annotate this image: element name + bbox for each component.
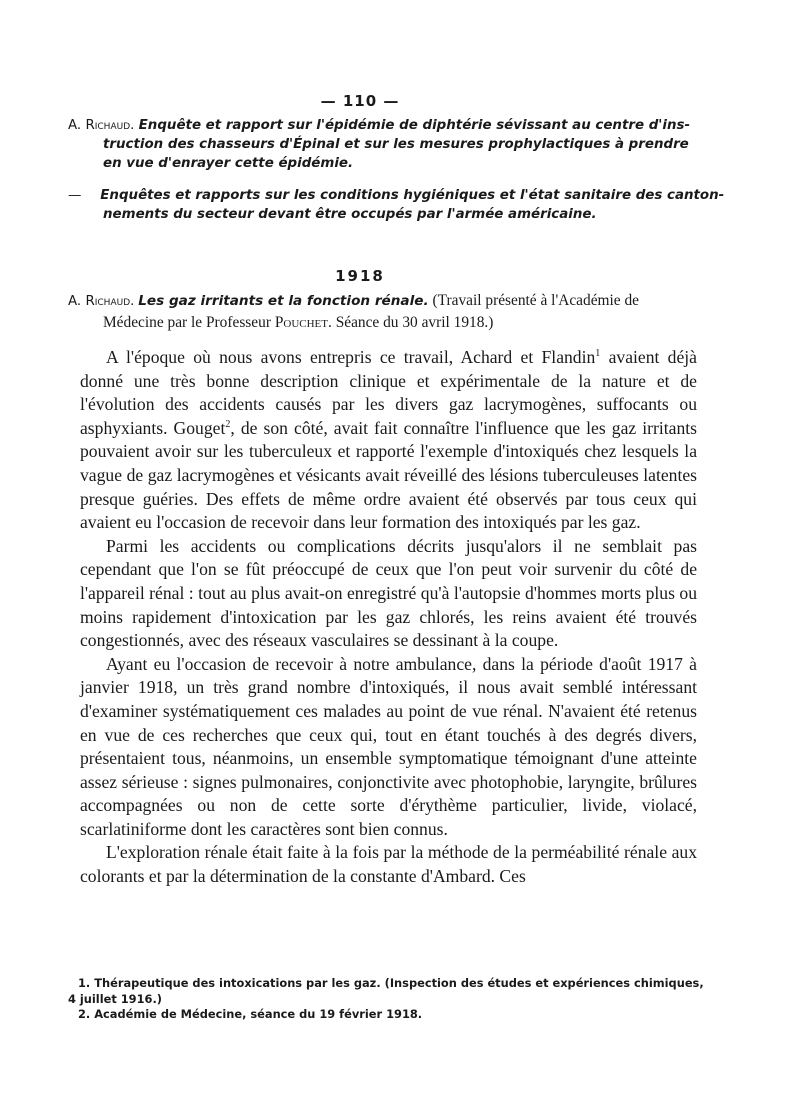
entry-2-dash: — (68, 188, 82, 203)
footnotes (68, 976, 704, 1023)
entry-1-title-line-1: Enquête et rapport sur l'épidémie de diphtérie sévissant au centre d'ins- (138, 118, 691, 133)
entry-2-title-line-2: nements du secteur devant être occupés par l'armée américaine. (103, 207, 597, 222)
paragraph-1-part-a: A l'époque où nous avons entrepris ce travail, Achard et Flandin (106, 347, 596, 367)
entry-1918-note-2b: Séance du 30 avril 1918.) (335, 314, 494, 331)
footnote-2: 2. Académie de Médecine, séance du 19 février 1918. (78, 1007, 423, 1021)
entry-1918-note-1: (Travail présenté à l'Académie de (432, 292, 639, 309)
section-year: 1918 (335, 267, 385, 285)
entry-1918-title: Les gaz irritants et la fonction rénale. (138, 293, 429, 309)
page-number: — 110 — (320, 92, 400, 110)
entry-1918-line-2 (68, 312, 698, 333)
entry-2-line-1 (68, 186, 725, 205)
footnote-1-line-1: 1. Thérapeutique des intoxications par les gaz. (Inspection des études et expériences chimiques, (78, 976, 704, 990)
entry-1-line-1 (68, 116, 698, 135)
footnote-ref-2: 2 (225, 418, 231, 430)
bibliography-entry-2 (68, 186, 725, 224)
entry-2-title-line-1: Enquêtes et rapports sur les conditions hygiéniques et l'état sanitaire des canton- (100, 188, 725, 203)
entry-1918-author: A. Richaud. (68, 294, 135, 309)
entry-1-title-line-3: en vue d'enrayer cette épidémie. (103, 156, 354, 171)
entry-1-author: A. Richaud. (68, 118, 135, 133)
footnote-ref-1: 1 (595, 348, 601, 360)
entry-1918-line-1 (68, 290, 698, 312)
entry-1-title-line-2: truction des chasseurs d'Épinal et sur les mesures prophylactiques à prendre (103, 137, 689, 152)
paragraph-2: Parmi les accidents ou complications décrits jusqu'alors il ne semblait pas cependant que l'on se fût préoccupé de ceux que l'on peut voir survenir du côté de l'appareil rénal : tout au plus avait-on enregistré qu'à l'autopsie d'hommes morts plus ou moins rapidement d'intoxication par les gaz chlorés, les reins avaient été trouvés congestionnés, avec des réseaux vasculaires se dessinant à la coupe. (80, 535, 697, 651)
paragraph-1-part-c: , de son côté, avait fait connaître l'influence que les gaz irritants pouvaient avoir sur les tuberculeux et rapporté l'exemple d'intoxiqués chez lesquels la vague de gaz lacrymogènes et vésicants avait réveillé des lésions tuberculeuses latentes presque guéries. Des effets de même ordre avaient été observés par tous ceux qui avaient eu l'occasion de recevoir dans leur formation des intoxiqués par les gaz. (80, 417, 697, 533)
entry-1918-note-2a: Médecine par le Professeur (103, 314, 271, 331)
body-text (80, 346, 697, 889)
entry-1918-professor: Pouchet. (274, 314, 332, 331)
footnote-1-line-2: 4 juillet 1916.) (68, 991, 162, 1006)
paragraph-4: L'exploration rénale était faite à la fois par la méthode de la perméabilité rénale aux colorants et par la détermination de la constante d'Ambard. Ces (80, 842, 697, 887)
bibliography-entry-1 (68, 116, 698, 173)
paragraph-3: Ayant eu l'occasion de recevoir à notre ambulance, dans la période d'août 1917 à janvier 1918, un très grand nombre d'intoxiqués, il nous avait semblé intéressant d'examiner systématiquement ces malades au point de vue rénal. N'avaient été retenus en vue de ces recherches que ceux qui, tout en étant touchés à des degrés divers, présentaient tous, néanmoins, un ensemble symptomatique témoignant d'une atteinte assez sérieuse : signes pulmonaires, conjonctivite avec photophobie, laryngite, brûlures accompagnées ou non de cette sorte d'érythème particulier, livide, violacé, scarlatiniforme dont les caractères sont bien connus. (80, 653, 697, 839)
paragraph-1 (80, 346, 697, 535)
paragraph-1-part-b: avaient déjà donné une très bonne description clinique et expérimentale de la nature et de l'évolution des accidents causés par les divers gaz lacrymogènes, suffocants ou asphyxiants. Gouget (80, 347, 697, 438)
bibliography-entry-1918 (68, 290, 698, 333)
